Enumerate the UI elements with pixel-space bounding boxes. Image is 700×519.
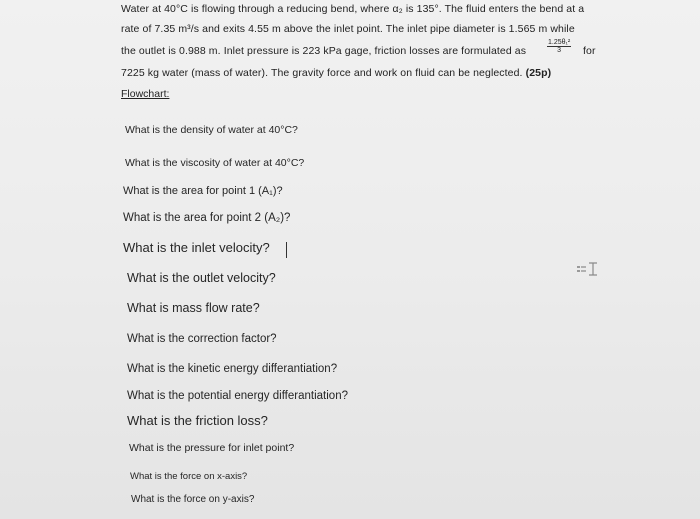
flowchart-label: Flowchart: bbox=[121, 88, 170, 100]
fraction-numerator: 1.25θ₁² bbox=[548, 39, 571, 46]
question-inlet-velocity[interactable]: What is the inlet velocity? bbox=[123, 240, 270, 255]
question-potential-energy[interactable]: What is the potential energy differantiation? bbox=[127, 390, 348, 402]
friction-fraction bbox=[547, 39, 571, 54]
question-friction-loss[interactable]: What is the friction loss? bbox=[127, 413, 268, 428]
question-mass-flow-rate[interactable]: What is mass flow rate? bbox=[127, 301, 260, 315]
problem-line-4 bbox=[121, 67, 551, 79]
question-kinetic-energy[interactable]: What is the kinetic energy differantiation? bbox=[127, 363, 338, 375]
problem-line-2: rate of 7.35 m³/s and exits 4.55 m above the inlet point. The inlet pipe diameter is 1.565 m while bbox=[121, 23, 575, 35]
question-density[interactable]: What is the density of water at 40°C? bbox=[125, 124, 298, 136]
text-cursor bbox=[286, 242, 287, 258]
question-outlet-velocity[interactable]: What is the outlet velocity? bbox=[127, 271, 276, 285]
question-viscosity[interactable]: What is the viscosity of water at 40°C? bbox=[125, 157, 305, 169]
fraction-denominator: 3 bbox=[557, 47, 562, 54]
question-correction-factor[interactable]: What is the correction factor? bbox=[127, 333, 277, 345]
question-area-2[interactable]: What is the area for point 2 (A₂)? bbox=[123, 212, 291, 224]
points-label: (25p) bbox=[525, 67, 552, 79]
question-area-1[interactable]: What is the area for point 1 (A₁)? bbox=[123, 185, 283, 197]
problem-line-3: the outlet is 0.988 m. Inlet pressure is 223 kPa gage, friction losses are formulated as bbox=[121, 45, 527, 57]
question-force-y[interactable]: What is the force on y-axis? bbox=[131, 494, 255, 505]
question-inlet-pressure[interactable]: What is the pressure for inlet point? bbox=[129, 442, 295, 454]
question-force-x[interactable]: What is the force on x-axis? bbox=[130, 471, 248, 482]
problem-line-4-text: 7225 kg water (mass of water). The gravity force and work on fluid can be neglected. bbox=[121, 67, 523, 79]
text-ibeam-icon bbox=[577, 262, 601, 276]
problem-line-3-end: for bbox=[583, 45, 596, 57]
problem-line-1: Water at 40°C is flowing through a reducing bend, where α₂ is 135°. The fluid enters the bend at a bbox=[121, 3, 585, 15]
